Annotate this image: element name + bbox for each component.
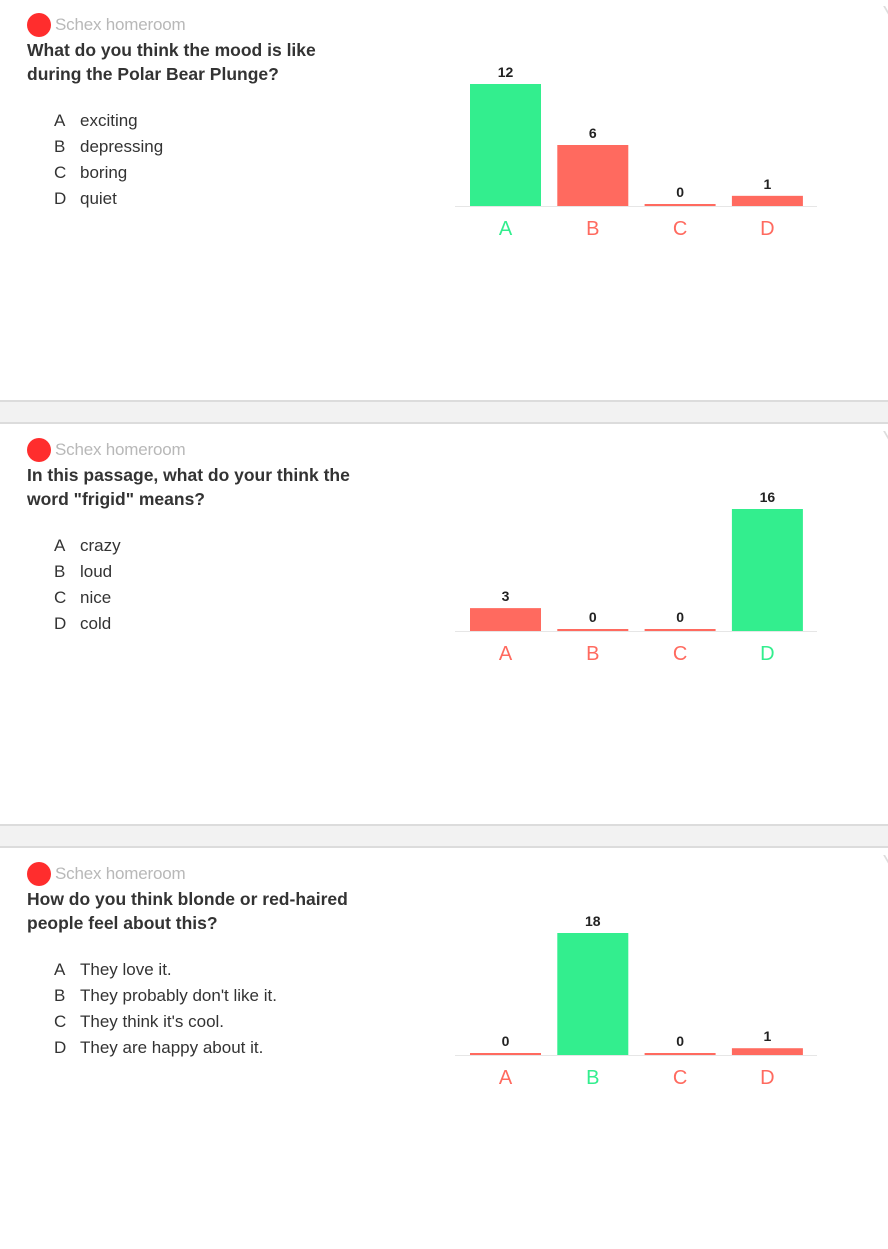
bar-value-label: 0 (676, 1033, 684, 1049)
bar-value-label: 6 (588, 125, 597, 141)
answer-list (54, 959, 277, 1063)
bar-value-label: 0 (501, 1033, 510, 1049)
category-label: D (760, 218, 775, 240)
answer-item (54, 959, 277, 985)
bar-value-label: 18 (585, 913, 601, 929)
category-label: A (498, 1067, 513, 1089)
question-text: What do you think the mood is like during the Polar Bear Plunge? (27, 40, 316, 84)
question-text: In this passage, what do your think the word "frigid" means? (27, 465, 350, 509)
answer-item (54, 110, 163, 136)
answer-letter: C (54, 163, 67, 182)
answer-text: nice (80, 588, 112, 607)
category-label: A (498, 218, 513, 240)
bar-b (557, 145, 628, 206)
answer-text: depressing (80, 137, 164, 156)
bar-value-label: 16 (759, 489, 776, 505)
answer-item (54, 1011, 277, 1037)
card-corner-mark (877, 855, 888, 865)
results-bar-chart (455, 55, 825, 245)
card-corner-mark (877, 6, 888, 16)
answer-letter: D (54, 1038, 67, 1057)
question-card (0, 425, 888, 825)
answer-item (54, 561, 121, 587)
bar-d (732, 509, 803, 631)
answer-item (54, 162, 163, 188)
answer-letter: B (54, 137, 66, 156)
category-label: C (672, 218, 688, 240)
bar-b (557, 933, 628, 1055)
answer-letter: B (54, 986, 66, 1005)
results-bar-chart (455, 480, 825, 670)
answer-item (54, 136, 163, 162)
answer-letter: A (54, 960, 66, 979)
bar-value-label: 0 (676, 609, 684, 625)
answer-list (54, 535, 121, 639)
answer-text: cold (80, 614, 112, 633)
answer-text: They are happy about it. (80, 1038, 264, 1057)
category-label: C (672, 1067, 688, 1089)
category-label: C (672, 643, 688, 665)
class-header (27, 439, 185, 461)
bar-value-label: 12 (497, 64, 514, 80)
answer-text: They think it's cool. (80, 1012, 225, 1031)
category-label: B (586, 643, 600, 665)
class-header (27, 14, 185, 36)
answer-text: boring (80, 163, 128, 182)
bar-a (470, 608, 541, 631)
answer-text: exciting (80, 111, 138, 130)
class-dot-icon (27, 438, 51, 462)
answer-item (54, 1037, 277, 1063)
bar-c (645, 1053, 716, 1055)
answer-letter: C (54, 588, 67, 607)
bar-d (732, 1048, 803, 1055)
bar-value-label: 1 (763, 175, 772, 192)
category-label: A (498, 643, 513, 665)
answer-letter: A (54, 536, 66, 555)
answer-item (54, 535, 121, 561)
class-dot-icon (27, 862, 51, 886)
category-label: B (586, 1067, 600, 1089)
answer-list (54, 110, 163, 214)
bar-b (557, 629, 628, 631)
class-dot-icon (27, 13, 51, 37)
question-text: How do you think blonde or red-haired people feel about this? (27, 889, 348, 933)
card-separator (0, 400, 888, 424)
answer-item (54, 613, 121, 639)
bar-a (470, 1053, 541, 1055)
bar-c (645, 204, 716, 206)
bar-value-label: 0 (588, 609, 597, 625)
answer-letter: C (54, 1012, 67, 1031)
answer-text: crazy (80, 536, 121, 555)
bar-c (645, 629, 716, 631)
category-label: D (760, 643, 775, 665)
answer-letter: B (54, 562, 66, 581)
bar-value-label: 1 (763, 1028, 772, 1045)
question-card (0, 849, 888, 1249)
answer-item (54, 985, 277, 1011)
answer-letter: D (54, 189, 67, 208)
card-separator (0, 824, 888, 848)
bar-a (470, 84, 541, 206)
question-card (0, 0, 888, 400)
answer-text: They love it. (80, 960, 172, 979)
category-label: B (586, 218, 600, 240)
answer-text: loud (80, 562, 113, 581)
class-name: Schex homeroom (55, 15, 186, 34)
card-corner-mark (877, 431, 888, 441)
answer-text: They probably don't like it. (80, 986, 277, 1005)
results-bar-chart (455, 904, 825, 1094)
class-name: Schex homeroom (55, 864, 186, 883)
category-label: D (760, 1067, 775, 1089)
class-header (27, 863, 185, 885)
answer-text: quiet (80, 189, 117, 208)
bar-value-label: 0 (676, 184, 684, 200)
answer-item (54, 587, 121, 613)
bar-d (732, 196, 803, 206)
answer-letter: A (54, 111, 66, 130)
class-name: Schex homeroom (55, 440, 186, 459)
bar-value-label: 3 (501, 588, 510, 605)
answer-item (54, 188, 163, 214)
answer-letter: D (54, 614, 67, 633)
